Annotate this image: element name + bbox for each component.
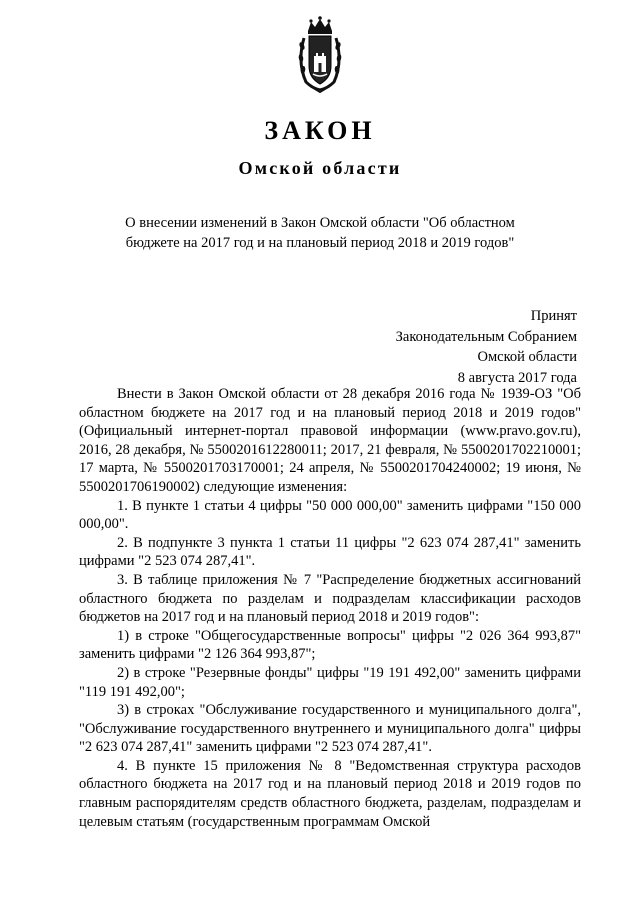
paragraph: 1. В пункте 1 статьи 4 цифры "50 000 000,00" заменить цифрами "150 000 000,00". [79,497,581,533]
paragraph: 2) в строке "Резервные фонды" цифры "19 191 492,00" заменить цифрами "119 191 492,00"; [79,664,581,700]
document-region: Омской области [238,158,402,178]
paragraph: Внести в Закон Омской области от 28 декабря 2016 года № 1939-ОЗ "Об областном бюджете на 2017 год и на плановый период 2018 и 2019 годов" (Официальный интернет-портал правовой информации (www.pravo.gov.ru), 2016, 28 декабря, № 5500201612280011; 2017, 21 февраля, № 5500201702210001; 17 марта, № 5500201703170001; 24 апреля, № 5500201704240002; 19 июня, № 5500201706190002) следующие изменения: [79,386,581,495]
law-body [79,385,581,831]
paragraph: 4. В пункте 15 приложения № 8 "Ведомственная структура расходов областного бюджета на 2017 год и на плановый период 2018 и 2019 годов по главным распорядителям средств областного бюджета, разделам, подразделам и целевым статьям (государственным программам Омской [79,757,581,830]
paragraph: 1) в строке "Общегосударственные вопросы" цифры "2 026 364 993,87" заменить цифрами "2 126 364 993,87"; [79,627,581,663]
adoption-line: Законодательным Собранием [395,328,577,345]
paragraph: 3) в строках "Обслуживание государственного и муниципального долга", "Обслуживание государственного внутреннего и муниципального долга" цифры "2 623 074 287,41" заменить цифрами "2 523 074 287,41". [79,702,581,756]
adoption-block [396,306,577,388]
document-title: ЗАКОН [264,116,376,145]
adoption-date: 8 августа 2017 года [457,369,577,386]
omsk-coat-of-arms-emblem [296,16,344,94]
adoption-line: Принят [530,308,577,324]
adoption-line: Омской области [477,349,577,365]
paragraph: 2. В подпункте 3 пункта 1 статьи 11 цифры "2 623 074 287,41" заменить цифрами "2 523 074 287,41". [79,534,581,570]
law-subject: О внесении изменений в Закон Омской области "Об областном бюджете на 2017 год и на плановый период 2018 и 2019 годов" [125,215,515,251]
paragraph: 3. В таблице приложения № 7 "Распределение бюджетных ассигнований областного бюджета по разделам и подразделам классификации расходов бюджетов на 2017 год и на плановый период 2018 и 2019 годов": [79,571,581,626]
